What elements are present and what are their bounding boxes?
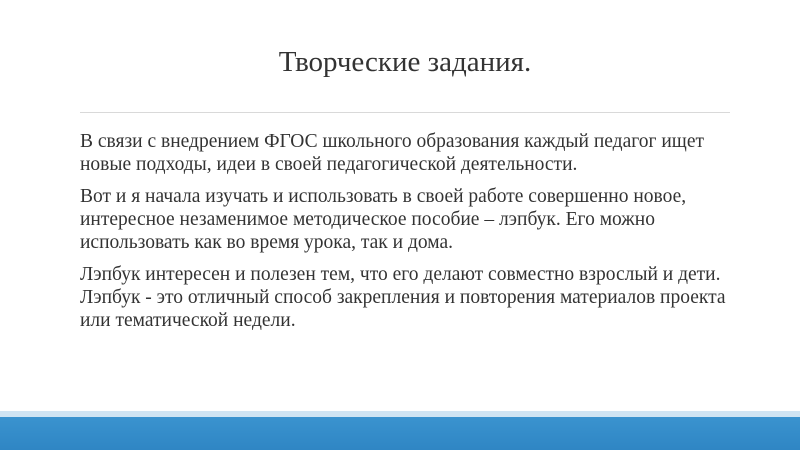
slide-title: Творческие задания. <box>278 46 532 78</box>
paragraph-3: Лэпбук интересен и полезен тем, что его делают совместно взрослый и дети. Лэпбук - это отличный способ закрепления и повторения материалов проекта или тематической недели. <box>80 264 726 331</box>
title-divider <box>80 112 730 113</box>
paragraph-2: Вот и я начала изучать и использовать в своей работе совершенно новое, интересное незаменимое методическое пособие – лэпбук. Его можно использовать как во время урока, так и дома. <box>80 186 687 253</box>
slide-body <box>80 130 735 341</box>
footer-bar <box>0 417 800 450</box>
paragraph-1: В связи с внедрением ФГОС школьного образования каждый педагог ищет новые подходы, идеи в своей педагогической деятельности. <box>80 131 704 175</box>
